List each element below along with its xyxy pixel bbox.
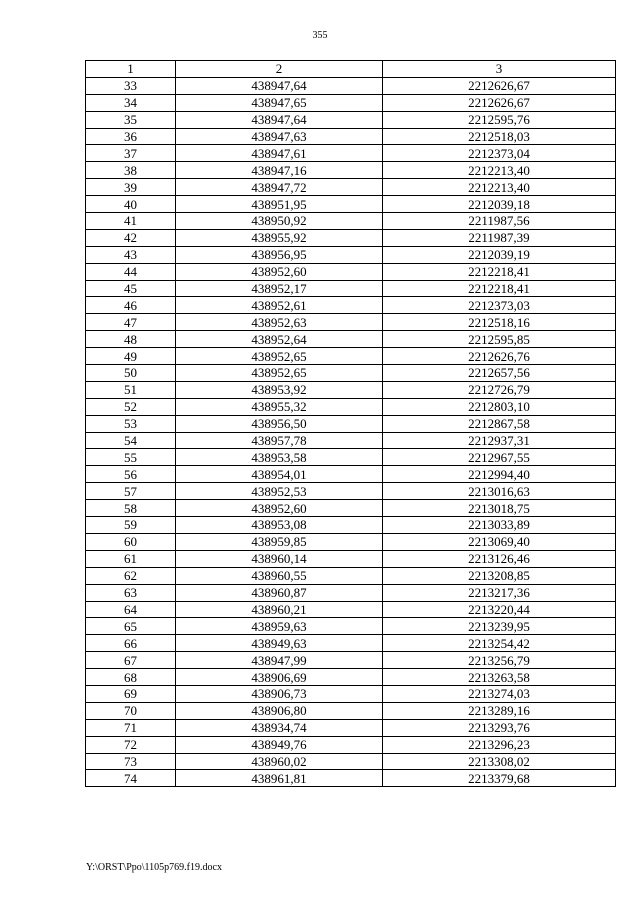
x-coordinate-cell: 438906,80	[176, 702, 383, 719]
table-row	[86, 702, 616, 719]
x-coordinate-cell: 438947,99	[176, 652, 383, 669]
point-number-cell: 38	[86, 162, 176, 179]
point-number-cell: 49	[86, 348, 176, 365]
y-coordinate-cell: 2213217,36	[383, 584, 616, 601]
point-number-cell: 69	[86, 685, 176, 702]
y-coordinate-cell: 2213263,58	[383, 669, 616, 686]
y-coordinate-cell: 2212373,04	[383, 145, 616, 162]
table-row	[86, 770, 616, 787]
y-coordinate-cell: 2213289,16	[383, 702, 616, 719]
point-number-cell: 59	[86, 517, 176, 534]
y-coordinate-cell: 2213274,03	[383, 685, 616, 702]
x-coordinate-cell: 438952,64	[176, 331, 383, 348]
x-coordinate-cell: 438960,55	[176, 567, 383, 584]
table-row	[86, 567, 616, 584]
table-row	[86, 246, 616, 263]
point-number-cell: 43	[86, 246, 176, 263]
table-row	[86, 280, 616, 297]
table-row	[86, 263, 616, 280]
x-coordinate-cell: 438955,32	[176, 398, 383, 415]
x-coordinate-cell: 438960,87	[176, 584, 383, 601]
y-coordinate-cell: 2212967,55	[383, 449, 616, 466]
x-coordinate-cell: 438952,60	[176, 500, 383, 517]
y-coordinate-cell: 2213254,42	[383, 635, 616, 652]
y-coordinate-cell: 2213018,75	[383, 500, 616, 517]
table-row	[86, 314, 616, 331]
point-number-cell: 39	[86, 179, 176, 196]
column-header-2: 2	[176, 61, 383, 78]
table-row	[86, 94, 616, 111]
table-row	[86, 669, 616, 686]
table-header-row	[86, 61, 616, 78]
y-coordinate-cell: 2212726,79	[383, 381, 616, 398]
y-coordinate-cell: 2211987,56	[383, 213, 616, 230]
y-coordinate-cell: 2212595,85	[383, 331, 616, 348]
y-coordinate-cell: 2213069,40	[383, 533, 616, 550]
x-coordinate-cell: 438952,60	[176, 263, 383, 280]
x-coordinate-cell: 438960,14	[176, 550, 383, 567]
table-row	[86, 365, 616, 382]
table-row	[86, 213, 616, 230]
point-number-cell: 67	[86, 652, 176, 669]
column-header-1: 1	[86, 61, 176, 78]
x-coordinate-cell: 438960,02	[176, 753, 383, 770]
x-coordinate-cell: 438952,65	[176, 348, 383, 365]
point-number-cell: 64	[86, 601, 176, 618]
y-coordinate-cell: 2213033,89	[383, 517, 616, 534]
coordinates-table	[85, 60, 616, 787]
y-coordinate-cell: 2212218,41	[383, 280, 616, 297]
table-body	[86, 77, 616, 786]
x-coordinate-cell: 438954,01	[176, 466, 383, 483]
point-number-cell: 55	[86, 449, 176, 466]
y-coordinate-cell: 2213016,63	[383, 483, 616, 500]
point-number-cell: 37	[86, 145, 176, 162]
y-coordinate-cell: 2213293,76	[383, 719, 616, 736]
x-coordinate-cell: 438947,63	[176, 128, 383, 145]
y-coordinate-cell: 2213256,79	[383, 652, 616, 669]
y-coordinate-cell: 2213220,44	[383, 601, 616, 618]
table-row	[86, 381, 616, 398]
table-row	[86, 145, 616, 162]
y-coordinate-cell: 2212039,19	[383, 246, 616, 263]
point-number-cell: 42	[86, 229, 176, 246]
x-coordinate-cell: 438952,61	[176, 297, 383, 314]
point-number-cell: 73	[86, 753, 176, 770]
table-row	[86, 398, 616, 415]
x-coordinate-cell: 438952,17	[176, 280, 383, 297]
table-row	[86, 685, 616, 702]
table-row	[86, 77, 616, 94]
column-header-3: 3	[383, 61, 616, 78]
y-coordinate-cell: 2213126,46	[383, 550, 616, 567]
table-row	[86, 111, 616, 128]
point-number-cell: 74	[86, 770, 176, 787]
table-row	[86, 652, 616, 669]
table-row	[86, 517, 616, 534]
y-coordinate-cell: 2212218,41	[383, 263, 616, 280]
table-row	[86, 736, 616, 753]
x-coordinate-cell: 438906,69	[176, 669, 383, 686]
point-number-cell: 68	[86, 669, 176, 686]
x-coordinate-cell: 438956,95	[176, 246, 383, 263]
point-number-cell: 56	[86, 466, 176, 483]
point-number-cell: 57	[86, 483, 176, 500]
y-coordinate-cell: 2212039,18	[383, 196, 616, 213]
table-row	[86, 162, 616, 179]
x-coordinate-cell: 438947,16	[176, 162, 383, 179]
y-coordinate-cell: 2212994,40	[383, 466, 616, 483]
table-row	[86, 449, 616, 466]
point-number-cell: 58	[86, 500, 176, 517]
x-coordinate-cell: 438953,92	[176, 381, 383, 398]
point-number-cell: 48	[86, 331, 176, 348]
y-coordinate-cell: 2212626,67	[383, 94, 616, 111]
y-coordinate-cell: 2212657,56	[383, 365, 616, 382]
table-row	[86, 297, 616, 314]
x-coordinate-cell: 438951,95	[176, 196, 383, 213]
y-coordinate-cell: 2213239,95	[383, 618, 616, 635]
y-coordinate-cell: 2212373,03	[383, 297, 616, 314]
table-row	[86, 753, 616, 770]
y-coordinate-cell: 2211987,39	[383, 229, 616, 246]
point-number-cell: 62	[86, 567, 176, 584]
point-number-cell: 65	[86, 618, 176, 635]
y-coordinate-cell: 2212595,76	[383, 111, 616, 128]
y-coordinate-cell: 2212213,40	[383, 179, 616, 196]
x-coordinate-cell: 438960,21	[176, 601, 383, 618]
point-number-cell: 51	[86, 381, 176, 398]
x-coordinate-cell: 438947,64	[176, 111, 383, 128]
point-number-cell: 71	[86, 719, 176, 736]
point-number-cell: 61	[86, 550, 176, 567]
table-row	[86, 601, 616, 618]
table-row	[86, 229, 616, 246]
x-coordinate-cell: 438950,92	[176, 213, 383, 230]
point-number-cell: 41	[86, 213, 176, 230]
y-coordinate-cell: 2212937,31	[383, 432, 616, 449]
point-number-cell: 34	[86, 94, 176, 111]
x-coordinate-cell: 438952,53	[176, 483, 383, 500]
point-number-cell: 52	[86, 398, 176, 415]
table-row	[86, 128, 616, 145]
point-number-cell: 53	[86, 415, 176, 432]
y-coordinate-cell: 2212518,16	[383, 314, 616, 331]
point-number-cell: 36	[86, 128, 176, 145]
y-coordinate-cell: 2212213,40	[383, 162, 616, 179]
table-row	[86, 635, 616, 652]
table-row	[86, 500, 616, 517]
x-coordinate-cell: 438949,63	[176, 635, 383, 652]
footer-file-path: Y:\ORST\Ppo\1105p769.f19.docx	[86, 862, 222, 873]
point-number-cell: 33	[86, 77, 176, 94]
x-coordinate-cell: 438947,64	[176, 77, 383, 94]
point-number-cell: 47	[86, 314, 176, 331]
point-number-cell: 70	[86, 702, 176, 719]
y-coordinate-cell: 2212626,76	[383, 348, 616, 365]
x-coordinate-cell: 438961,81	[176, 770, 383, 787]
page-number: 355	[312, 30, 328, 41]
x-coordinate-cell: 438959,63	[176, 618, 383, 635]
y-coordinate-cell: 2213208,85	[383, 567, 616, 584]
y-coordinate-cell: 2213296,23	[383, 736, 616, 753]
point-number-cell: 66	[86, 635, 176, 652]
table-row	[86, 415, 616, 432]
x-coordinate-cell: 438947,72	[176, 179, 383, 196]
table-row	[86, 584, 616, 601]
table-row	[86, 466, 616, 483]
point-number-cell: 63	[86, 584, 176, 601]
x-coordinate-cell: 438952,65	[176, 365, 383, 382]
x-coordinate-cell: 438957,78	[176, 432, 383, 449]
point-number-cell: 46	[86, 297, 176, 314]
y-coordinate-cell: 2212867,58	[383, 415, 616, 432]
table-row	[86, 432, 616, 449]
table-row	[86, 550, 616, 567]
y-coordinate-cell: 2213308,02	[383, 753, 616, 770]
table-row	[86, 483, 616, 500]
x-coordinate-cell: 438952,63	[176, 314, 383, 331]
x-coordinate-cell: 438947,61	[176, 145, 383, 162]
x-coordinate-cell: 438953,08	[176, 517, 383, 534]
table-row	[86, 719, 616, 736]
point-number-cell: 44	[86, 263, 176, 280]
x-coordinate-cell: 438959,85	[176, 533, 383, 550]
point-number-cell: 72	[86, 736, 176, 753]
x-coordinate-cell: 438947,65	[176, 94, 383, 111]
x-coordinate-cell: 438953,58	[176, 449, 383, 466]
table-row	[86, 618, 616, 635]
point-number-cell: 54	[86, 432, 176, 449]
point-number-cell: 60	[86, 533, 176, 550]
table-row	[86, 331, 616, 348]
point-number-cell: 40	[86, 196, 176, 213]
y-coordinate-cell: 2212518,03	[383, 128, 616, 145]
x-coordinate-cell: 438956,50	[176, 415, 383, 432]
x-coordinate-cell: 438934,74	[176, 719, 383, 736]
table-row	[86, 179, 616, 196]
table-row	[86, 533, 616, 550]
x-coordinate-cell: 438906,73	[176, 685, 383, 702]
point-number-cell: 35	[86, 111, 176, 128]
point-number-cell: 45	[86, 280, 176, 297]
table-row	[86, 196, 616, 213]
y-coordinate-cell: 2212626,67	[383, 77, 616, 94]
table-row	[86, 348, 616, 365]
x-coordinate-cell: 438949,76	[176, 736, 383, 753]
y-coordinate-cell: 2213379,68	[383, 770, 616, 787]
point-number-cell: 50	[86, 365, 176, 382]
x-coordinate-cell: 438955,92	[176, 229, 383, 246]
y-coordinate-cell: 2212803,10	[383, 398, 616, 415]
